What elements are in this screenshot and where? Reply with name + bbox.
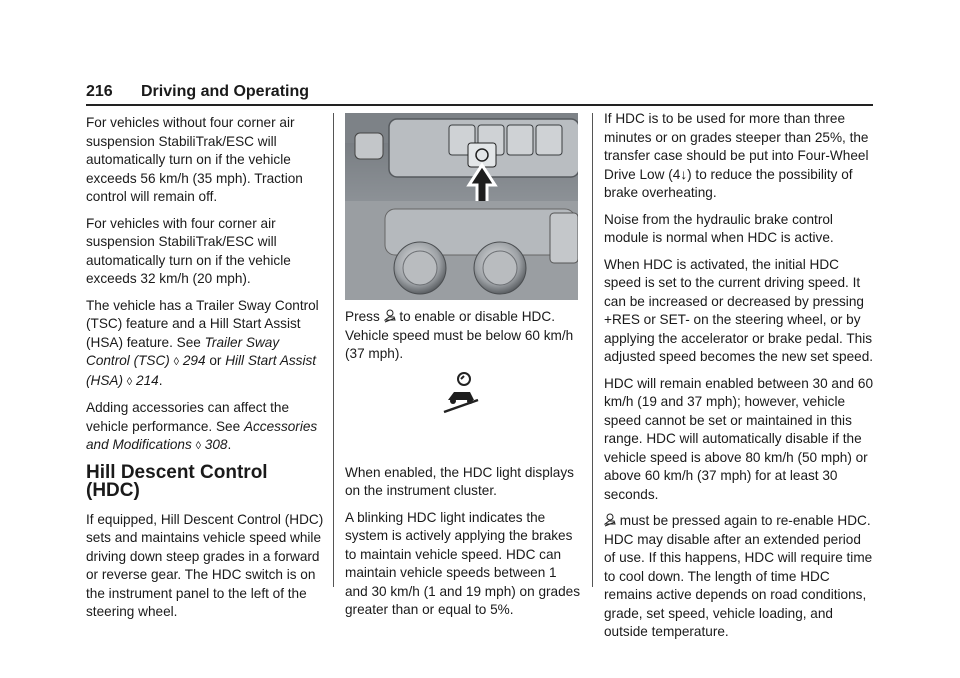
paragraph: Adding accessories can affect the vehicle performance. See Accessories and Modifications ◊ 308.	[86, 400, 318, 452]
page-ref[interactable]: 308	[204, 437, 228, 452]
paragraph: For vehicles with four corner air suspension StabiliTrak/ESC will automatically turn on if the vehicle exceeds 32 km/h (20 mph).	[86, 215, 291, 286]
paragraph: For vehicles without four corner air suspension StabiliTrak/ESC will automatically turn on if the vehicle exceeds 56 km/h (35 mph). Traction control will remain off.	[86, 115, 303, 204]
column-2	[345, 308, 581, 628]
paragraph: If HDC is to be used for more than three minutes or on grades steeper than 25%, the transfer case should be put into Four-Wheel Drive Low (4↓) to reduce the possibility of brake overheating.	[604, 111, 869, 200]
link-accessories-and-modifications[interactable]: Accessories and Modifications	[86, 418, 318, 452]
page-number: 216	[86, 83, 113, 100]
column-divider	[592, 113, 593, 587]
page-ref[interactable]: 214	[136, 372, 159, 388]
hdc-light-icon	[440, 370, 486, 416]
hdc-icon	[604, 513, 616, 527]
paragraph: A blinking HDC light indicates the system is actively applying the brakes to maintain vehicle speed. HDC can maintain vehicle speeds between 1 and 30 km/h (1 and 19 mph) on grades greater than or equal to 5%.	[345, 509, 581, 617]
link-hill-start-assist[interactable]: Hill Start Assist (HSA)	[86, 353, 317, 388]
header-rule	[86, 104, 873, 106]
section-heading: Hill Descent Control (HDC)	[86, 461, 268, 501]
paragraph: The vehicle has a Trailer Sway Control (TSC) feature and a Hill Start Assist (HSA) feature. See Trailer Sway Control (TSC) ◊ 294 or Hill Start Assist (HSA) ◊ 214.	[86, 297, 319, 388]
paragraph: Noise from the hydraulic brake control module is normal when HDC is active.	[604, 211, 834, 245]
xref-icon: ◊	[173, 356, 180, 368]
link-trailer-sway-control[interactable]: Trailer Sway Control (TSC)	[86, 334, 280, 368]
paragraph: When enabled, the HDC light displays on the instrument cluster.	[345, 464, 574, 498]
hdc-icon	[384, 309, 396, 323]
down-arrow-icon: ↓	[680, 166, 688, 182]
paragraph: HDC will remain enabled between 30 and 60 km/h (19 and 37 mph); however, vehicle speed cannot be set or maintained in this range. HDC will automatically disable if the vehicle speed is above 80 km/h (50 mph) or above 60 km/h (37 mph) for at least 30 seconds.	[604, 375, 874, 502]
column-divider	[333, 113, 334, 587]
xref-icon: ◊	[126, 375, 133, 388]
hdc-switch-photo	[345, 113, 578, 300]
paragraph: must be pressed again to re-enable HDC. HDC may disable after an extended period of use. If this happens, HDC will require time to cool down. The length of time HDC remains active depends on road conditions, grade, set speed, vehicle loading, and outside temperature.	[604, 513, 873, 639]
paragraph: Press to enable or disable HDC. Vehicle speed must be below 60 km/h (37 mph).	[345, 309, 574, 361]
page-ref[interactable]: 294	[182, 353, 206, 368]
column-3	[604, 110, 874, 650]
section-title: Driving and Operating	[141, 83, 310, 100]
page-header	[86, 83, 873, 105]
paragraph: If equipped, Hill Descent Control (HDC) sets and maintains vehicle speed while driving down steep grades in a forward or reverse gear. The HDC switch is on the instrument panel to the left of the steering wheel.	[86, 511, 324, 619]
xref-icon: ◊	[195, 440, 202, 452]
paragraph: When HDC is activated, the initial HDC speed is set to the current driving speed. It can be increased or decreased by pressing +RES or SET- on the steering wheel, or by applying the accelerator or brake pedal. This adjusted speed becomes the new set speed.	[604, 256, 874, 364]
column-1	[86, 114, 326, 630]
